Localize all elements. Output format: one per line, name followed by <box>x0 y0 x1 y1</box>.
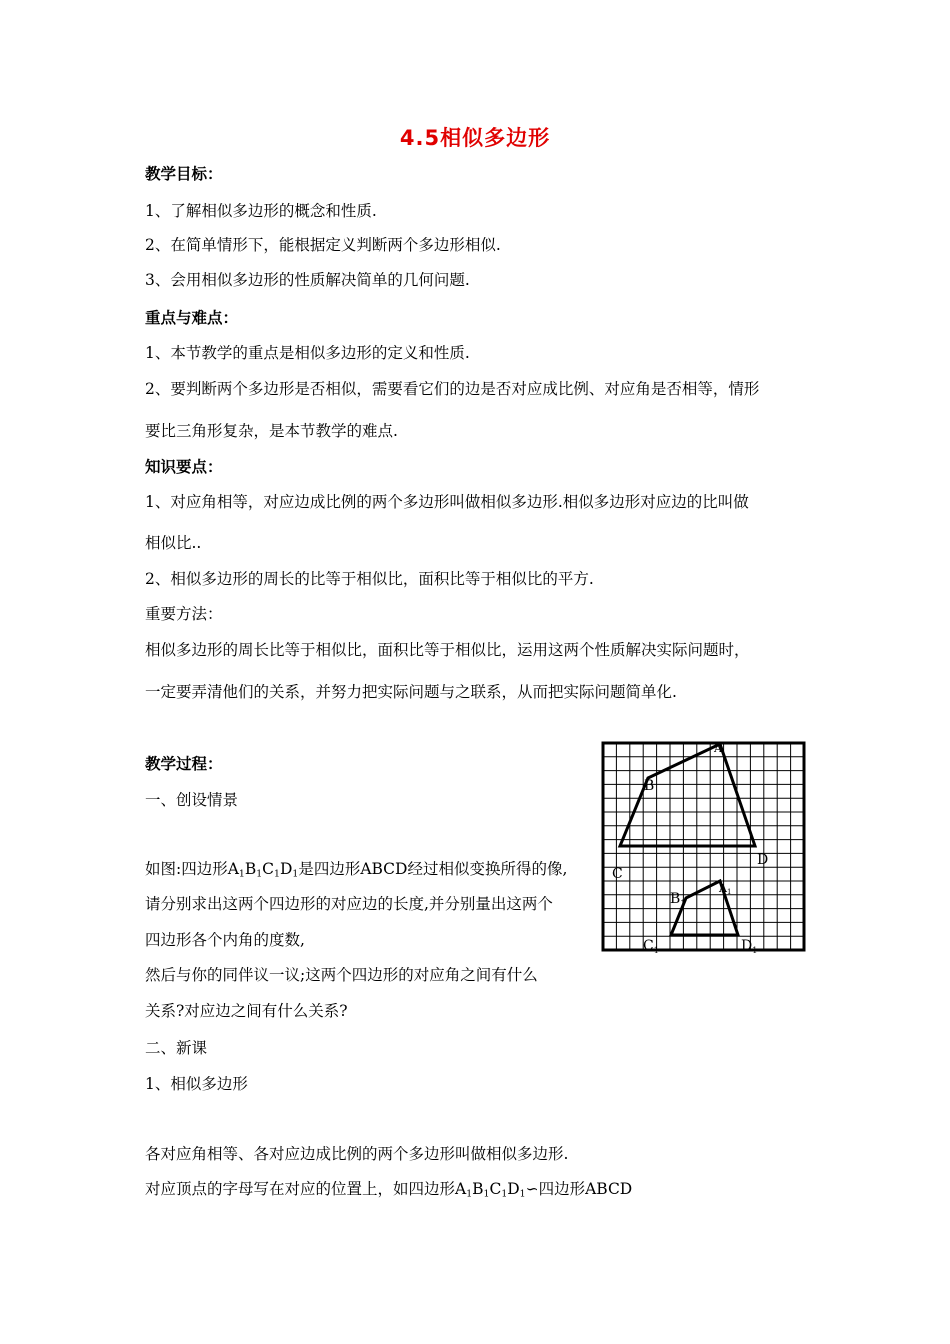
knowledge-heading: 知识要点： <box>145 458 223 476</box>
key-point-2-line-2: 要比三角形复杂，是本节教学的难点. <box>145 422 398 440</box>
grid-figure-svg <box>600 740 808 954</box>
goal-item-3: 3、会用相似多边形的性质解决简单的几何问题. <box>145 271 470 289</box>
key-points-heading: 重点与难点： <box>145 309 239 327</box>
label-a: A <box>714 742 722 755</box>
knowledge-1-line-2: 相似比.. <box>145 534 202 552</box>
goal-item-2: 2、在简单情形下，能根据定义判断两个多边形相似. <box>145 236 501 254</box>
key-point-2-line-1: 2、要判断两个多边形是否相似，需要看它们的边是否对应成比例、对应角是否相等，情形 <box>145 380 760 398</box>
page-title: 4.5相似多边形 <box>399 126 551 150</box>
label-b1: $B_1$ <box>670 891 686 908</box>
label-c: C <box>612 866 623 882</box>
figure-description-line-1: 如图:四边形$A_1B_1C_1D_1$是四边形ABCD经过相似变换所得的像, <box>145 860 568 880</box>
quadrilateral-abcd <box>620 744 755 846</box>
method-heading: 重要方法： <box>145 605 223 623</box>
similar-quadrilaterals-figure <box>600 740 808 954</box>
method-line-2: 一定要弄清他们的关系，并努力把实际问题与之联系，从而把实际问题简单化. <box>145 683 677 701</box>
label-a1: A1 <box>719 882 732 896</box>
section-1-title: 一、创设情景 <box>145 791 239 809</box>
goal-item-1: 1、了解相似多边形的概念和性质. <box>145 202 377 220</box>
knowledge-2: 2、相似多边形的周长的比等于相似比，面积比等于相似比的平方. <box>145 570 594 588</box>
figure-description-line-4: 然后与你的同伴议一议;这两个四边形的对应角之间有什么 <box>145 966 538 984</box>
section-2-title: 二、新课 <box>145 1039 208 1057</box>
goals-heading: 教学目标： <box>145 165 223 183</box>
sub-section-title: 1、相似多边形 <box>145 1075 248 1093</box>
process-heading: 教学过程： <box>145 755 223 773</box>
figure-description-line-3: 四边形各个内角的度数, <box>145 931 305 949</box>
knowledge-1-line-1: 1、对应角相等，对应边成比例的两个多边形叫做相似多边形.相似多边形对应边的比叫做 <box>145 493 749 511</box>
key-point-1: 1、本节教学的重点是相似多边形的定义和性质. <box>145 344 470 362</box>
label-c1: $C_1$ <box>643 938 659 954</box>
figure-description-line-5: 关系?对应边之间有什么关系? <box>145 1002 348 1020</box>
label-b: B <box>644 778 655 794</box>
definition-text: 各对应角相等、各对应边成比例的两个多边形叫做相似多边形. <box>145 1145 569 1163</box>
method-line-1: 相似多边形的周长比等于相似比，面积比等于相似比，运用这两个性质解决实际问题时， <box>145 641 750 659</box>
label-d: D <box>757 852 769 868</box>
figure-description-line-2: 请分别求出这两个四边形的对应边的长度,并分别量出这两个 <box>145 895 553 913</box>
notation-text: 对应顶点的字母写在对应的位置上，如四边形$A_1B_1C_1D_1∽$四边形ABCD <box>145 1180 633 1200</box>
label-d1: $D_1$ <box>741 938 758 954</box>
